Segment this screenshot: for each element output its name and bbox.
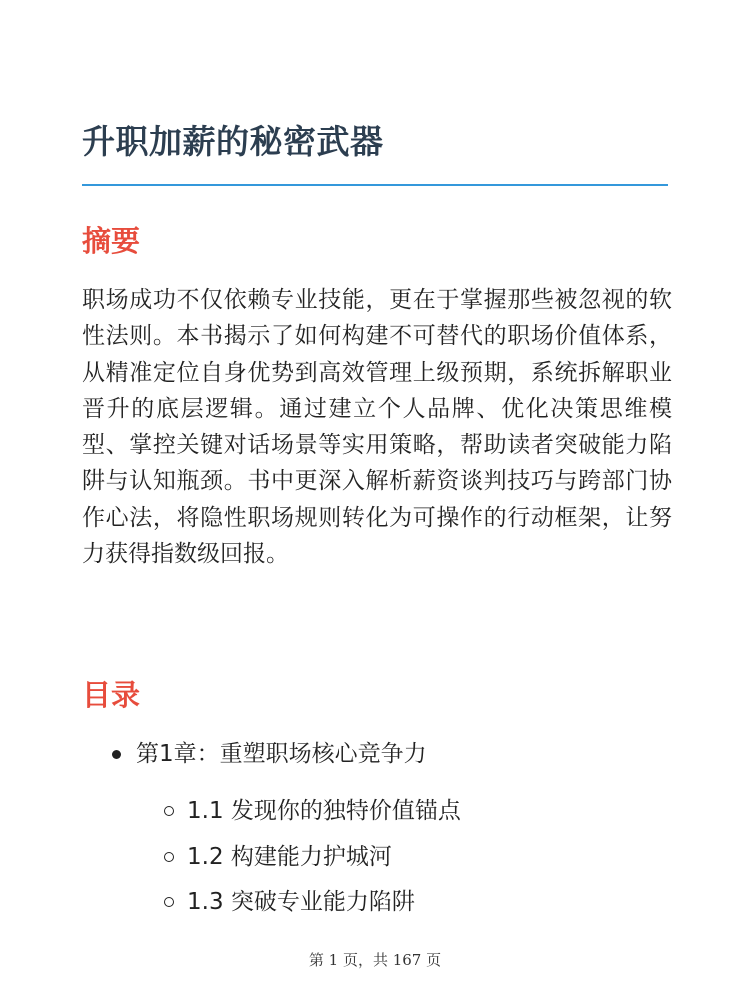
abstract-heading: 摘要 [82, 224, 141, 258]
abstract-paragraph: 职场成功不仅依赖专业技能，更在于掌握那些被忽视的软性法则。本书揭示了如何构建不可替代的职场价值体系，从精准定位自身优势到高效管理上级预期，系统拆解职业晋升的底层逻辑。通过建立个人品牌、优化决策思维模型、掌控关键对话场景等实用策略，帮助读者突破能力陷阱与认知瓶颈。书中更深入解析薪资谈判技巧与跨部门协作心法，将隐性职场规则转化为可操作的行动框架，让努力获得指数级回报。 [82, 287, 672, 568]
bullet-circle-icon [164, 897, 174, 907]
toc-section-1-2 [164, 839, 392, 875]
toc-section-1-1 [164, 793, 461, 829]
toc-chapter-1 [112, 736, 427, 772]
toc-chapter-label: 第1章：重塑职场核心竞争力 [136, 741, 427, 767]
toc-section-1-3 [164, 884, 415, 920]
bullet-disc-icon [112, 750, 121, 759]
toc-section-label: 1.1 发现你的独特价值锚点 [187, 798, 461, 824]
bullet-circle-icon [164, 806, 174, 816]
toc-heading: 目录 [82, 678, 141, 712]
document-title: 升职加薪的秘密武器 [82, 122, 384, 161]
title-divider [82, 184, 668, 186]
bullet-circle-icon [164, 852, 174, 862]
toc-section-label: 1.3 突破专业能力陷阱 [187, 889, 415, 915]
toc-section-label: 1.2 构建能力护城河 [187, 844, 392, 870]
page-number-footer: 第 1 页，共 167 页 [308, 951, 442, 969]
